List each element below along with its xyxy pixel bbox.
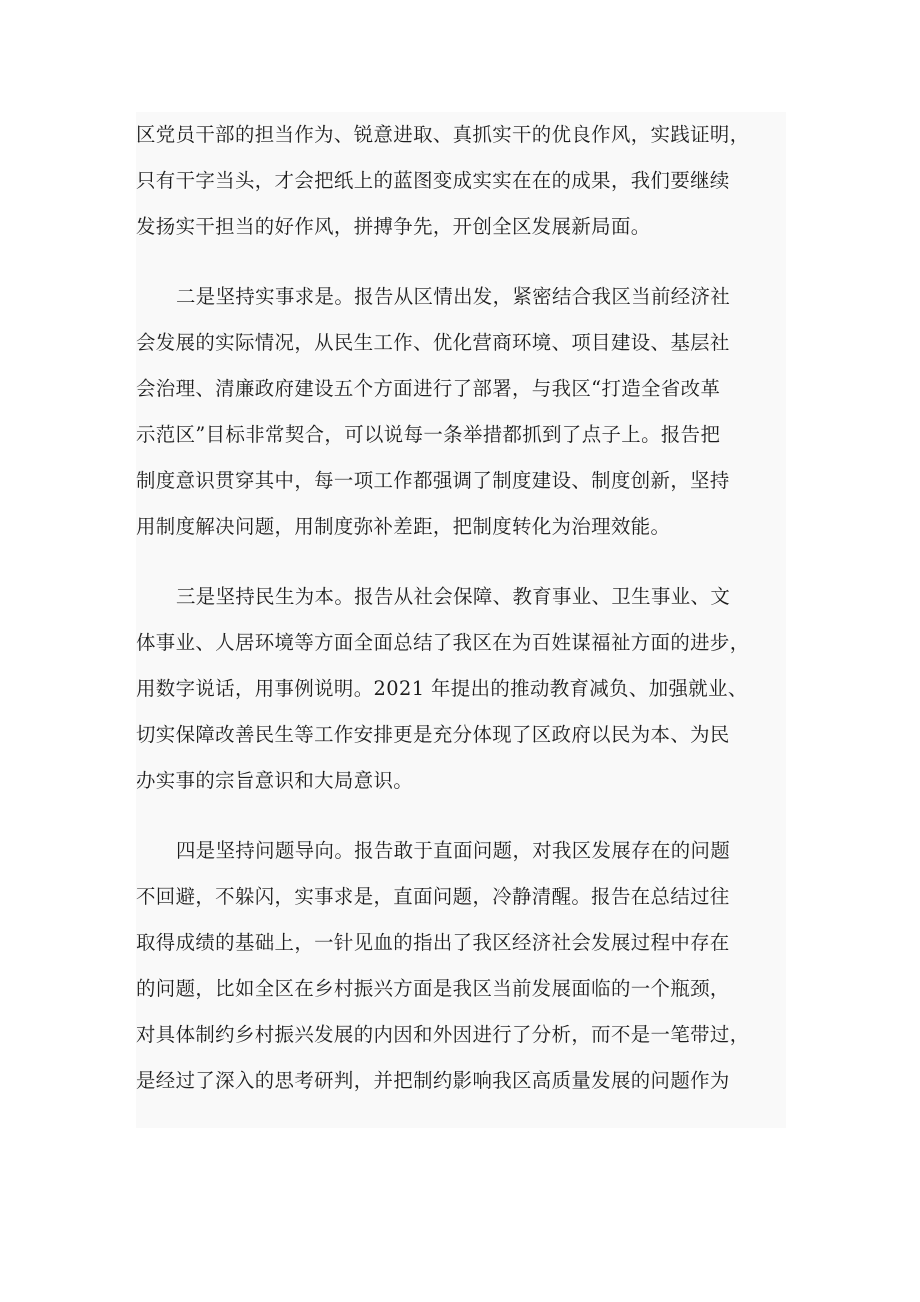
text-line: 示范区”目标非常契合，可以说每一条举措都抓到了点子上。报告把	[136, 423, 721, 446]
text-line: 制度意识贯穿其中，每一项工作都强调了制度建设、制度创新，坚持	[136, 469, 730, 492]
text-line: 办实事的宗旨意识和大局意识。	[136, 769, 414, 792]
body-text	[136, 112, 786, 1128]
text-line: 二是坚持实事求是。报告从区情出发，紧密结合我区当前经济社	[176, 285, 731, 308]
paragraph-continuation	[136, 112, 786, 250]
text-line: 不回避，不躲闪，实事求是，直面问题，冷静清醒。报告在总结过往	[136, 885, 730, 908]
text-line: 用制度解决问题，用制度弥补差距，把制度转化为治理效能。	[136, 515, 671, 538]
paragraph-gap	[136, 550, 786, 574]
paragraph-gap	[136, 250, 786, 274]
text-line: 体事业、人居环境等方面全面总结了我区在为百姓谋福祉方面的进步，	[136, 631, 750, 654]
paragraph-problem-oriented	[136, 828, 786, 1104]
text-line: 会治理、清廉政府建设五个方面进行了部署，与我区“打造全省改革	[136, 377, 721, 400]
text-line: 取得成绩的基础上，一针见血的指出了我区经济社会发展过程中存在	[136, 931, 730, 954]
text-line: 切实保障改善民生等工作安排更是充分体现了区政府以民为本、为民	[136, 723, 730, 746]
text-line: 用数字说话，用事例说明。2021 年提出的推动教育减负、加强就业、	[136, 677, 748, 700]
text-line: 是经过了深入的思考研判，并把制约影响我区高质量发展的问题作为	[136, 1069, 730, 1092]
text-line: 会发展的实际情况，从民生工作、优化营商环境、项目建设、基层社	[136, 331, 730, 354]
text-line: 只有干字当头，才会把纸上的蓝图变成实实在在的成果，我们要继续	[136, 169, 730, 192]
paragraph-seek-truth	[136, 274, 786, 550]
text-line: 三是坚持民生为本。报告从社会保障、教育事业、卫生事业、文	[176, 585, 731, 608]
text-line: 四是坚持问题导向。报告敢于直面问题，对我区发展存在的问题	[176, 839, 731, 862]
text-line: 对具体制约乡村振兴发展的内因和外因进行了分析，而不是一笔带过，	[136, 1023, 750, 1046]
text-line: 的问题，比如全区在乡村振兴方面是我区当前发展面临的一个瓶颈，	[136, 977, 730, 1000]
paragraph-gap	[136, 804, 786, 828]
paragraph-livelihood	[136, 574, 786, 804]
text-line: 发扬实干担当的好作风，拼搏争先，开创全区发展新局面。	[136, 215, 651, 238]
text-line: 区党员干部的担当作为、锐意进取、真抓实干的优良作风，实践证明，	[136, 123, 750, 146]
